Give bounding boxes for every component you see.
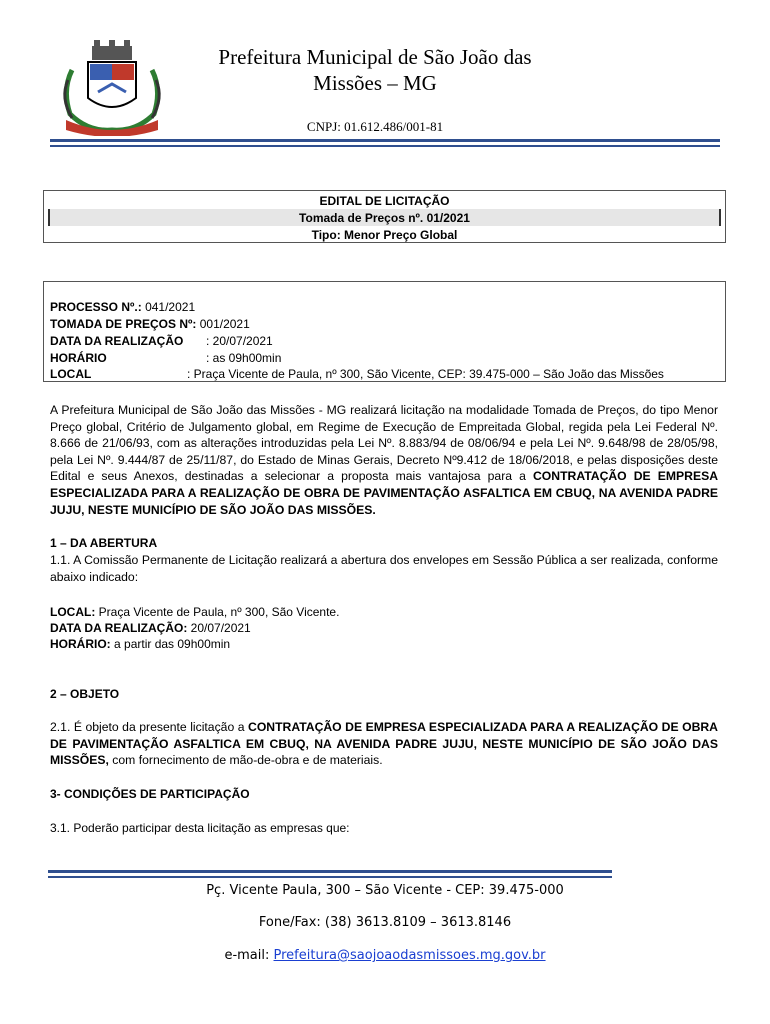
footer-address: Pç. Vicente Paula, 300 – São Vicente - CEP: 39.475-000 bbox=[206, 883, 564, 898]
s1-data-label: DATA DA REALIZAÇÃO: bbox=[50, 621, 188, 635]
s1-local-value: Praça Vicente de Paula, nº 300, São Vicente. bbox=[95, 605, 340, 619]
section-3-heading: 3- CONDIÇÕES DE PARTICIPAÇÃO bbox=[50, 787, 250, 801]
title-line-1: Prefeitura Municipal de São João das bbox=[218, 45, 532, 69]
header-rule-bottom bbox=[50, 145, 720, 147]
data-label: DATA DA REALIZAÇÃO bbox=[50, 334, 184, 348]
processo-label: PROCESSO Nº.: bbox=[50, 300, 142, 314]
section-1-text: 1.1. A Comissão Permanente de Licitação realizará a abertura dos envelopes em Sessão Pública a ser realizada, conforme abaixo indicado: bbox=[50, 553, 718, 584]
s1-horario-value: a partir das 09h00min bbox=[110, 637, 231, 651]
cnpj: CNPJ: 01.612.486/001-81 bbox=[306, 119, 444, 134]
footer-email-line bbox=[100, 948, 670, 963]
footer-email-link[interactable]: Prefeitura@saojoaodasmissoes.mg.gov.br bbox=[273, 948, 546, 963]
s1-local-label: LOCAL: bbox=[50, 605, 96, 619]
header-rule-top bbox=[50, 139, 720, 142]
section-1-data bbox=[50, 620, 251, 637]
footer-rule-bottom bbox=[48, 876, 612, 878]
section-1-local bbox=[50, 604, 339, 621]
section-2-heading: 2 – OBJETO bbox=[50, 687, 120, 701]
data-value: : 20/07/2021 bbox=[206, 334, 273, 348]
s2-prefix: 2.1. É objeto da presente licitação a bbox=[50, 720, 249, 734]
edital-tomada: Tomada de Preços nº. 01/2021 bbox=[299, 211, 470, 225]
municipal-crest-logo bbox=[58, 40, 166, 136]
edital-tipo: Tipo: Menor Preço Global bbox=[311, 228, 458, 242]
s1-horario-label: HORÁRIO: bbox=[50, 637, 111, 651]
footer-rule-top bbox=[48, 870, 612, 873]
processo-row bbox=[50, 300, 195, 314]
footer-phone: Fone/Fax: (38) 3613.8109 – 3613.8146 bbox=[258, 915, 512, 930]
horario-value: : as 09h00min bbox=[206, 351, 282, 365]
s1-data-value: 20/07/2021 bbox=[187, 621, 251, 635]
section-3-text: 3.1. Poderão participar desta licitação as empresas que: bbox=[50, 821, 350, 835]
data-row bbox=[50, 334, 273, 348]
tomada-row bbox=[50, 317, 250, 331]
local-label: LOCAL bbox=[50, 367, 92, 381]
edital-box bbox=[43, 190, 726, 243]
local-value: : Praça Vicente de Paula, nº 300, São Vicente, CEP: 39.475-000 – São João das Missões bbox=[187, 367, 664, 381]
processo-value: 041/2021 bbox=[141, 300, 196, 314]
section-1-heading: 1 – DA ABERTURA bbox=[50, 536, 158, 550]
horario-row bbox=[50, 351, 282, 365]
intro-text: A Prefeitura Municipal de São João das Missões - MG realizará licitação na modalidade Tomada de Preços, do tipo Menor Preço global, Critério de Julgamento global, em Regime de Execução de Empreitada Global, regida pela Lei Federal Nº. 8.666 de 21/06/93, com as alterações introduzidas pela Lei Nº. 8.883/94 de 08/06/94 e pela Lei Nº. 9.648/98 de 28/05/98, pela Lei Nº. 9.444/87 de 25/11/87, do Estado de Minas Gerais, Decreto Nº9.412 de 18/06/2018, e pelas disposições deste Edital e seus Anexos, destinadas a selecionar a proposta mais vantajosa para a bbox=[50, 403, 718, 484]
title-line-2: Missões – MG bbox=[313, 71, 437, 95]
intro-bold: CONTRATAÇÃO DE EMPRESA ESPECIALIZADA PARA A REALIZAÇÃO DE OBRA DE PAVIMENTAÇÃO ASFALTICA EM CBUQ, NA AVENIDA PADRE JUJU, NESTE MUNICÍPIO DE SÃO JOÃO DAS MISSÕES. bbox=[50, 469, 719, 517]
page-title bbox=[170, 44, 580, 96]
horario-label: HORÁRIO bbox=[50, 351, 107, 365]
s2-bold: CONTRATAÇÃO DE EMPRESA ESPECIALIZADA PARA A REALIZAÇÃO DE OBRA DE PAVIMENTAÇÃO ASFALTICA EM CBUQ, NA AVENIDA PADRE JUJU, NESTE MUNICÍPIO DE SÃO JOÃO DAS MISSÕES, bbox=[50, 720, 718, 768]
footer-email-label: e-mail: bbox=[224, 948, 274, 963]
edital-title: EDITAL DE LICITAÇÃO bbox=[319, 194, 450, 208]
intro-paragraph bbox=[50, 402, 718, 518]
process-box bbox=[43, 281, 726, 382]
tomada-value: 001/2021 bbox=[196, 317, 250, 331]
tomada-label: TOMADA DE PREÇOS Nº: bbox=[50, 317, 197, 331]
local-row bbox=[50, 367, 664, 381]
section-1-horario bbox=[50, 636, 230, 653]
s2-suffix: com fornecimento de mão-de-obra e de materiais. bbox=[108, 753, 383, 768]
section-2-text bbox=[50, 719, 718, 769]
